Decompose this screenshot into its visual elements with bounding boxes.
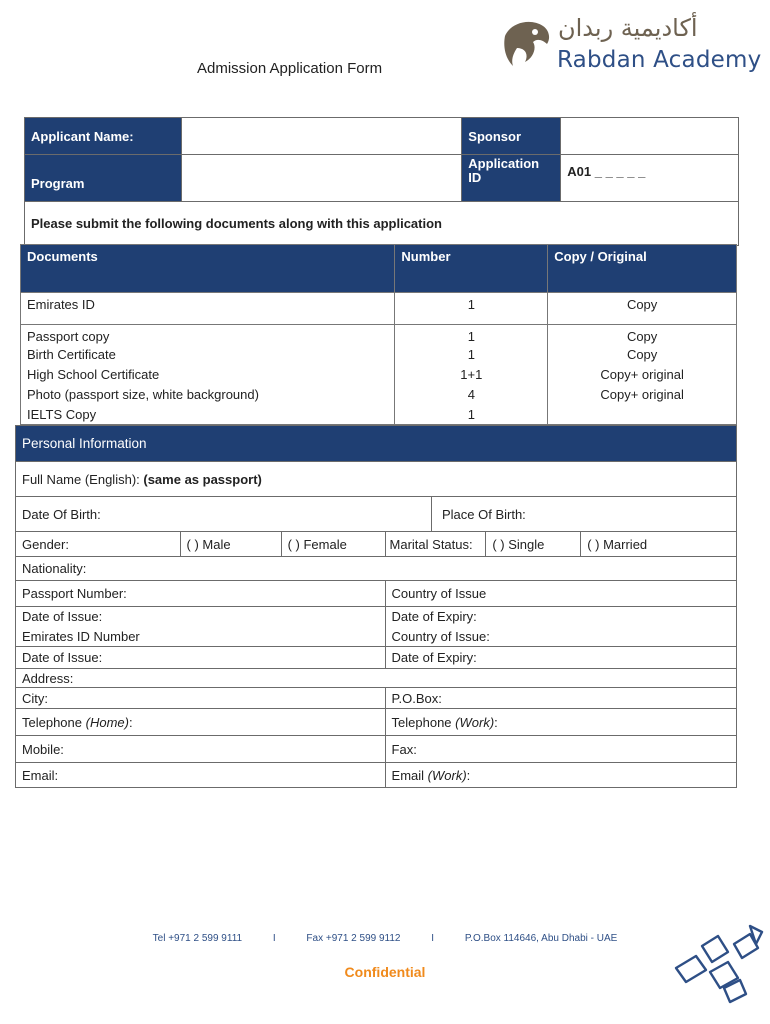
document-name: Emirates ID (21, 293, 395, 325)
copy-original-header: Copy / Original (548, 245, 737, 293)
emirates-id-label: Emirates ID Number (22, 628, 140, 644)
applicant-table (24, 117, 739, 246)
document-number: 1 (395, 345, 548, 365)
full-name-note: (same as passport) (143, 471, 262, 487)
document-name: High School Certificate (21, 365, 395, 385)
city-field[interactable] (16, 688, 386, 709)
instruction-text: Please submit the following documents along with this application (25, 202, 739, 246)
documents-table (20, 244, 737, 425)
email-work-italic: (Work) (427, 767, 467, 783)
footer-separator: I (272, 933, 276, 944)
marital-status-label: Marital Status: (385, 532, 486, 557)
emirates-date-of-expiry-label: Date of Expiry: (391, 650, 477, 665)
address-label: Address: (22, 670, 74, 686)
emirates-date-of-expiry-field[interactable] (385, 647, 736, 669)
table-row (21, 385, 737, 405)
table-row (21, 293, 737, 325)
personal-info-header: Personal Information (16, 426, 737, 462)
full-name-field[interactable] (16, 462, 737, 497)
table-row (21, 345, 737, 365)
pobox-label: P.O.Box: (391, 690, 442, 706)
email-work-label: Email (391, 767, 428, 783)
date-of-expiry-label: Date of Expiry: (391, 609, 477, 625)
table-row (21, 365, 737, 385)
program-label: Program (25, 155, 182, 202)
telephone-home-colon: : (128, 714, 133, 730)
applicant-name-label: Applicant Name: (25, 118, 182, 155)
footer-pobox: P.O.Box 114646, Abu Dhabi - UAE (464, 933, 618, 944)
decorative-pattern-icon (672, 922, 770, 1006)
pobox-field[interactable] (385, 688, 736, 709)
footer-contact (0, 933, 770, 944)
logo-english-text: Rabdan Academy (557, 47, 762, 73)
emirates-country-of-issue-label: Country of Issue: (391, 628, 490, 644)
footer-fax: Fax +971 2 599 9112 (306, 933, 401, 944)
document-type: Copy (548, 345, 737, 365)
place-of-birth-field[interactable] (431, 497, 736, 532)
document-type: Copy (548, 293, 737, 325)
date-of-issue-field[interactable] (16, 607, 386, 627)
address-field[interactable] (16, 669, 737, 688)
emirates-id-field[interactable] (16, 627, 386, 647)
telephone-work-colon: : (494, 714, 498, 730)
document-type (548, 405, 737, 425)
documents-header: Documents (21, 245, 395, 293)
confidential-label: Confidential (344, 964, 426, 980)
place-of-birth-label: Place Of Birth: (441, 506, 526, 522)
program-field[interactable] (181, 155, 461, 202)
application-id-value: A01 _ _ _ _ _ (561, 155, 739, 202)
married-option[interactable]: ( ) Married (581, 532, 737, 557)
document-name: Passport copy (21, 325, 395, 345)
male-option[interactable]: ( ) Male (180, 532, 281, 557)
document-number: 1 (395, 293, 548, 325)
document-type: Copy+ original (548, 365, 737, 385)
full-name-label: Full Name (English): (22, 471, 144, 487)
telephone-work-field[interactable] (385, 709, 736, 736)
telephone-home-field[interactable] (16, 709, 386, 736)
date-of-expiry-field[interactable] (385, 607, 736, 627)
document-type: Copy (548, 325, 737, 345)
emirates-date-of-issue-label: Date of Issue: (22, 650, 103, 665)
document-type: Copy+ original (548, 385, 737, 405)
application-id-label: Application ID (462, 155, 561, 202)
footer-tel: Tel +971 2 599 9111 (152, 933, 243, 944)
table-row (21, 325, 737, 345)
country-of-issue-label: Country of Issue (391, 586, 487, 601)
city-label: City: (22, 690, 48, 706)
document-name: IELTS Copy (21, 405, 395, 425)
email-label: Email: (22, 767, 59, 783)
personal-info-table (15, 425, 737, 788)
fax-label: Fax: (391, 741, 417, 757)
passport-number-label: Passport Number: (22, 586, 127, 601)
mobile-field[interactable] (16, 736, 386, 763)
nationality-field[interactable] (16, 557, 737, 581)
female-option[interactable]: ( ) Female (281, 532, 385, 557)
email-work-field[interactable] (385, 763, 736, 788)
document-number: 4 (395, 385, 548, 405)
document-number: 1+1 (395, 365, 548, 385)
telephone-home-label: Telephone (22, 714, 86, 730)
number-header: Number (395, 245, 548, 293)
sponsor-field[interactable] (561, 118, 739, 155)
fax-field[interactable] (385, 736, 736, 763)
sponsor-label: Sponsor (462, 118, 561, 155)
emirates-country-of-issue-field[interactable] (385, 627, 736, 647)
single-option[interactable]: ( ) Single (486, 532, 581, 557)
logo-arabic-text: أكاديمية ربدان (558, 14, 698, 42)
applicant-name-field[interactable] (181, 118, 461, 155)
document-number: 1 (395, 325, 548, 345)
telephone-work-italic: (Work) (455, 714, 495, 730)
gender-label: Gender: (16, 532, 181, 557)
table-row (21, 405, 737, 425)
emirates-date-of-issue-field[interactable] (16, 647, 386, 669)
document-number: 1 (395, 405, 548, 425)
email-field[interactable] (16, 763, 386, 788)
telephone-home-italic: (Home) (85, 714, 129, 730)
passport-number-field[interactable] (16, 581, 386, 607)
document-name: Birth Certificate (21, 345, 395, 365)
date-of-issue-label: Date of Issue: (22, 609, 103, 625)
document-name: Photo (passport size, white background) (21, 385, 395, 405)
form-title: Admission Application Form (197, 60, 383, 77)
mobile-label: Mobile: (22, 741, 64, 757)
telephone-work-label: Telephone (391, 714, 456, 730)
date-of-birth-label: Date Of Birth: (22, 506, 101, 522)
country-of-issue-field[interactable] (385, 581, 736, 607)
footer-separator: I (431, 933, 435, 944)
date-of-birth-field[interactable] (16, 497, 432, 532)
email-work-colon: : (466, 767, 471, 783)
nationality-label: Nationality: (22, 561, 87, 576)
